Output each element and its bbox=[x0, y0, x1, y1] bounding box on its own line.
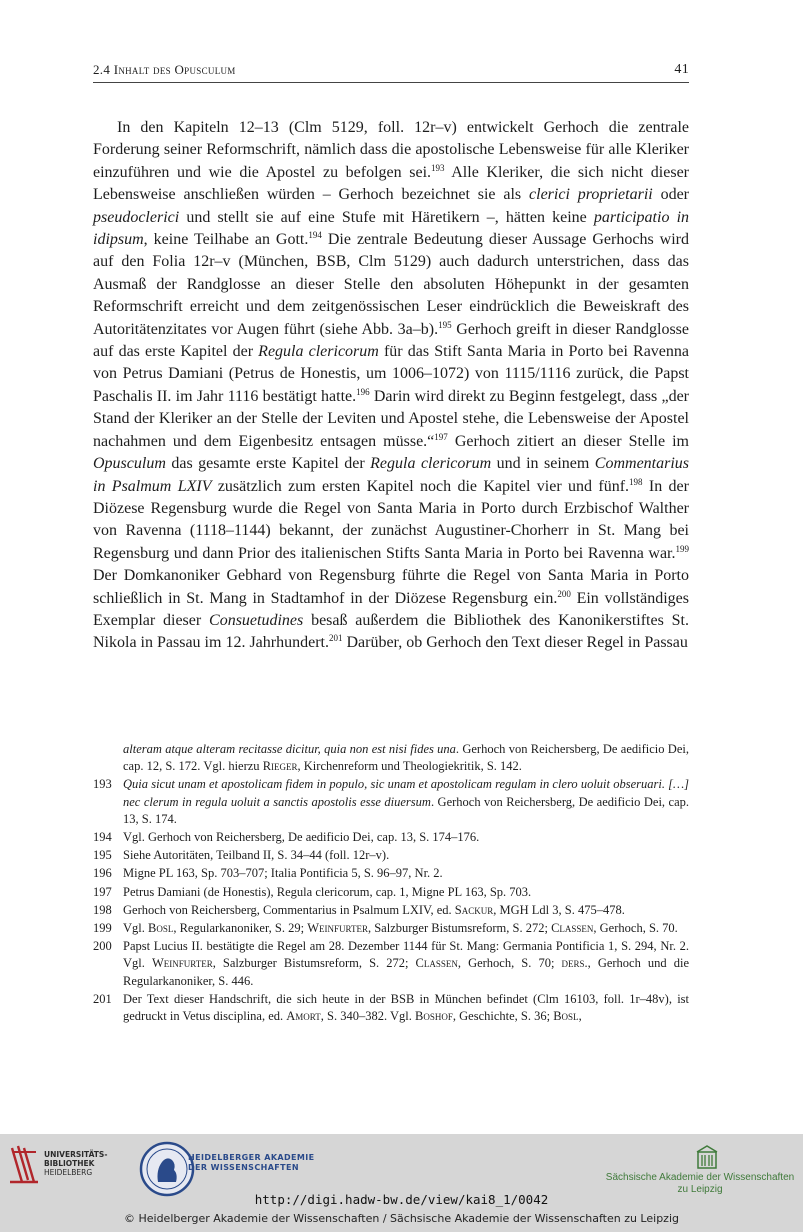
footnotes bbox=[93, 741, 689, 1026]
footnote: 196 Migne PL 163, Sp. 703–707; Italia Pontificia 5, S. 96–97, Nr. 2. bbox=[93, 866, 443, 881]
footnote: 198 Gerhoch von Reichersberg, Commentarius in Psalmum LXIV, ed. Sackur, MGH Ldl 3, S. 475–478. bbox=[93, 902, 625, 917]
footnote: 194 Vgl. Gerhoch von Reichersberg, De aedificio Dei, cap. 13, S. 174–176. bbox=[93, 830, 480, 845]
page-number: 41 bbox=[674, 62, 689, 77]
footnote-ref: 196 bbox=[356, 386, 370, 397]
footnote-ref: 193 bbox=[431, 162, 445, 173]
saxon-academy-name: Sächsische Akademie der Wissenschaften zu Leipzig bbox=[605, 1172, 795, 1195]
footnote: 197 Petrus Damiani (de Honestis), Regula clericorum, cap. 1, Migne PL 163, Sp. 703. bbox=[93, 884, 532, 899]
footnote-ref: 201 bbox=[328, 633, 343, 644]
footnote-ref: 198 bbox=[629, 476, 643, 487]
footnote-ref: 194 bbox=[308, 230, 322, 241]
digitization-footer bbox=[0, 1134, 803, 1232]
footnote-ref: 199 bbox=[675, 543, 689, 554]
paragraph: In den Kapiteln 12–13 (Clm 5129, foll. 12r–v) entwickelt Gerhoch die zentrale Forderung seiner Reformschrift, nämlich dass die apostolische Lebensweise für alle Kleriker einzuführen und wie die Apostel zu befolgen sei.$^{193}$ Alle Kleriker, die sich nicht dieser Lebensweise anschließen würden – Gerhoch bezeichnet sie als clerici proprietarii oder pseudoclerici und stellt sie auf eine Stufe mit Häretikern –, hätten keine participatio in idipsum, keine Teilhabe an Gott.$^{194}$ Die zentrale Bedeutung dieser Aussage Gerhochs wird auf den Folia 12r–v (München, BSB, Clm 5129) auch dadurch unterstrichen, dass das Ausmaß der Randglosse an dieser Stelle den absoluten Höhepunkt in der gesamten Reformschrift erreicht und dem zeitgenössischen Leser eindrücklich die Beweiskraft des Autoritätenzitates vor Augen führt (siehe Abb. 3a–b).$^{195}$ Gerhoch greift in dieser Randglosse auf das erste Kapitel der Regula clericorum für das Stift Santa Maria in Porto bei Ravenna von Petrus Damiani (Petrus de Honestis, um 1006–1072) von 1115/1116 zurück, die Papst Paschalis II. im Jahr 1116 bestätigt hatte.$^{196}$ Darin wird direkt zu Beginn festgelegt, dass „der Stand der Kleriker an der Stelle der Leviten und Apostel stehe, die Lebensweise der Apostel nachahmen und dem Eigenbesitz entsagen müsse.“$^{197}$ Gerhoch zitiert an dieser Stelle im Opusculum das gesamte erste Kapitel der Regula clericorum und in seinem Commentarius in Psalmum LXIV zusätzlich zum ersten Kapitel noch die Kapitel vier und fünf.$^{198}$ In der Diözese Regensburg wurde die Regel von Santa Maria in Porto durch Erzbischof Walther von Ravenna (1118–1144) bekannt, der zunächst Augustiner-Chorherr in St. Mang bei Regensburg und dann Prior des italienischen Stifts Santa Maria in Porto bei Ravenna war.$^{199}$ Der Domkanoniker Gebhard von Regensburg führte die Regel von Santa Maria in Porto schließlich in St. Mang in Stadtamhof in der Diözese Regensburg ein.$^{200}$ Ein vollständiges Exemplar dieser Consuetudines besaß außerdem die Bibliothek des Kanonikerstiftes St. Nikola in Passau im 12. Jahrhundert.$^{201}$ Darüber, ob Gerhoch den Text dieser Regel in Passau bbox=[93, 119, 690, 652]
saxon-academy-building-icon[interactable] bbox=[696, 1144, 718, 1170]
section-title: 2.4 Inhalt des Opusculum bbox=[93, 62, 236, 77]
footnote: 199 Vgl. Bosl, Regularkanoniker, S. 29; Weinfurter, Salzburger Bistumsreform, S. 272; Classen, Gerhoch, S. 70. bbox=[93, 921, 678, 936]
footnote: 201 Der Text dieser Handschrift, die sich heute in der BSB in München befindet (Clm 16103, foll. 1r–48v), ist gedruckt in Vetus disciplina, ed. Amort, S. 340–382. Vgl. Boshof, Geschichte, S. 36; Bosl, bbox=[93, 991, 689, 1024]
permalink-url[interactable]: http://digi.hadw-bw.de/view/kai8_1/0042 bbox=[254, 1192, 549, 1207]
footnote-ref: 197 bbox=[434, 431, 448, 442]
footnote: 195 Siehe Autoritäten, Teilband II, S. 34–44 (foll. 12r–v). bbox=[93, 848, 390, 863]
running-head bbox=[93, 62, 689, 80]
copyright-notice: © Heidelberger Akademie der Wissenschaften / Sächsische Akademie der Wissenschaften zu Leipzig bbox=[123, 1212, 679, 1225]
main-text bbox=[93, 117, 689, 655]
footnote-continuation: alteram atque alteram recitasse dicitur, quia non est nisi fides una. Gerhoch von Reichersberg, De aedificio Dei, cap. 12, S. 172. Vgl. hierzu Rieger, Kirchenreform und Theologiekritik, S. 142. bbox=[123, 742, 689, 774]
footnote-ref: 195 bbox=[438, 319, 452, 330]
header-rule bbox=[93, 82, 689, 83]
footnote-ref: 200 bbox=[557, 588, 571, 599]
footnote: 193 Quia sicut unam et apostolicam fidem in populo, sic unam et apostolicam regulam in clero uoluit obseruari. […] nec clerum in regula uoluit a sanctis apostolis esse diuersum. Gerhoch von Reichersberg, De aedificio Dei, cap. 13, S. 174. bbox=[93, 777, 690, 826]
university-library-name: UNIVERSITÄTS- BIBLIOTHEK HEIDELBERG bbox=[44, 1150, 108, 1177]
heidelberg-academy-name: HEIDELBERGER AKADEMIE DER WISSENSCHAFTEN bbox=[188, 1153, 315, 1172]
footnote: 200 Papst Lucius II. bestätigte die Regel am 28. Dezember 1144 für St. Mang: Germania Pontificia 1, S. 294, Nr. 2. Vgl. Weinfurter, Salzburger Bistumsreform, S. 272; Classen, Gerhoch, S. 70; ders., Gerhoch und die Regularkanoniker, S. 446. bbox=[93, 939, 690, 988]
